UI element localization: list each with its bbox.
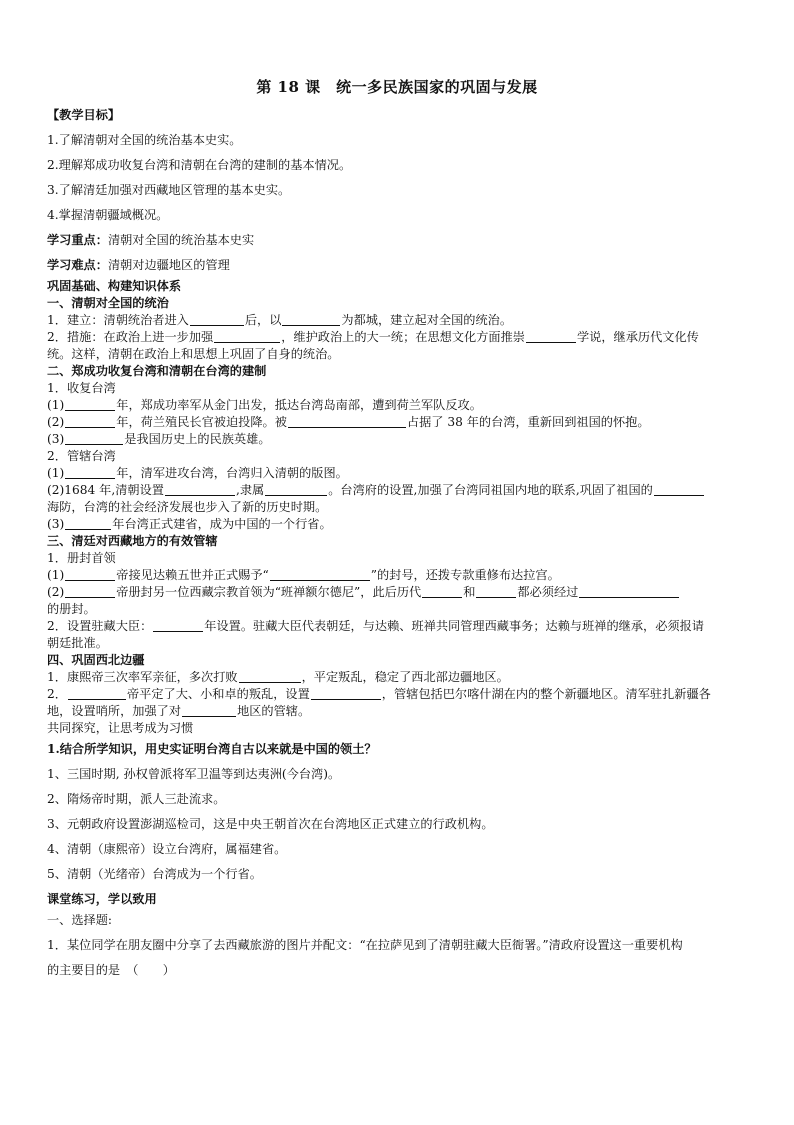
difficulty	[47, 257, 752, 274]
explore-answer-1: 1、三国时期, 孙权曾派将军卫温等到达夷洲(今台湾)。	[47, 767, 341, 781]
key-point-text: 清朝对全国的统治基本史实	[107, 233, 255, 247]
text: 2．设置驻藏大臣：	[47, 619, 153, 633]
section-2-heading: 二、郑成功收复台湾和清朝在台湾的建制	[47, 364, 267, 378]
key-point-label: 学习重点：	[47, 233, 108, 247]
text: 是我国历史上的民族英雄。	[124, 432, 271, 446]
text: ，平定叛乱，稳定了西北部边疆地区。	[301, 670, 509, 684]
fill-blank	[265, 482, 327, 496]
text: 年，荷兰殖民长官被迫投降。被	[116, 415, 287, 429]
objectives-heading: 【教学目标】	[47, 108, 121, 122]
text: 。台湾府的设置,加强了台湾同祖国内地的联系,巩固了祖国的	[328, 483, 653, 497]
text: 为都城，建立起对全国的统治。	[341, 313, 513, 327]
text: 帝接见达赖五世并正式赐予“	[116, 568, 269, 582]
objective-2: 2.理解郑成功收复台湾和清朝在台湾的建制的基本情况。	[47, 158, 352, 172]
text: (1)	[47, 568, 65, 582]
s2-recover-2	[47, 414, 752, 431]
explore-answer-4: 4、清朝（康熙帝）设立台湾府，属福建省。	[47, 842, 287, 856]
text: 2．	[47, 687, 67, 701]
s3-enfeoff-2-cont: 的册封。	[47, 602, 96, 616]
text: (3)	[47, 432, 65, 446]
s2-recover-1	[47, 397, 752, 414]
s3-sub-1: 1．册封首领	[47, 551, 116, 565]
practice-question-1: 1．某位同学在朋友圈中分享了去西藏旅游的图片并配文：“在拉萨见到了清朝驻藏大臣衙署。”清政府设置这一重要机构	[47, 938, 683, 952]
text: 年台湾正式建省，成为中国的一个行省。	[112, 517, 332, 531]
s2-recover-3	[47, 431, 752, 448]
s2-manage-2	[47, 482, 752, 499]
s4-item-2-cont	[47, 703, 752, 720]
s2-manage-2-cont: 海防，台湾的社会经济发展也步入了新的历史时期。	[47, 500, 328, 514]
text: (2)	[47, 415, 65, 429]
s1-item-1	[47, 312, 752, 329]
objective-1: 1.了解清朝对全国的统治基本史实。	[47, 133, 242, 147]
text: 1．康熙帝三次率军亲征，多次打败	[47, 670, 238, 684]
text: 帝册封另一位西藏宗教首领为“班禅额尔德尼”，此后历代	[116, 585, 422, 599]
lesson-title: 第 18 课 统一多民族国家的巩固与发展	[256, 78, 538, 96]
text: 年，清军进攻台湾，台湾归入清朝的版图。	[116, 466, 348, 480]
fill-blank	[65, 567, 115, 581]
fill-blank	[476, 584, 516, 598]
text: 占据了 38 年的台湾，重新回到祖国的怀抱。	[406, 415, 650, 429]
fill-blank	[68, 686, 126, 700]
foundation-heading: 巩固基础、构建知识体系	[47, 279, 182, 293]
fill-blank	[526, 329, 576, 343]
s3-minister	[47, 618, 752, 635]
text: (1)	[47, 466, 65, 480]
s3-enfeoff-1	[47, 567, 752, 584]
section-3-heading: 三、清廷对西藏地方的有效管辖	[47, 534, 218, 548]
text: 年设置。驻藏大臣代表朝廷，与达赖、班禅共同管理西藏事务；达赖与班禅的继承，必须报请	[204, 619, 704, 633]
text: 和	[463, 585, 476, 599]
fill-blank	[65, 414, 115, 428]
practice-heading: 课堂练习，学以致用	[47, 892, 157, 906]
text: 地区的管辖。	[237, 704, 311, 718]
text: 地，设置哨所，加强了对	[47, 704, 182, 718]
document-body	[47, 107, 752, 979]
fill-blank	[65, 397, 115, 411]
difficulty-text: 清朝对边疆地区的管理	[107, 258, 230, 272]
fill-blank	[282, 312, 340, 326]
s3-minister-cont: 朝廷批准。	[47, 636, 108, 650]
text: 学说，继承历代文化传	[576, 330, 699, 344]
practice-question-1-cont: 的主要目的是 （ ）	[47, 963, 175, 977]
text: 1．建立：清朝统治者进入	[47, 313, 189, 327]
fill-blank	[165, 482, 235, 496]
fill-blank	[190, 312, 244, 326]
explore-answer-3: 3、元朝政府设置澎湖巡检司，这是中央王朝首次在台湾地区正式建立的行政机构。	[47, 817, 494, 831]
fill-blank	[214, 329, 280, 343]
explore-intro: 共同探究，让思考成为习惯	[47, 721, 194, 735]
s2-sub-1: 1．收复台湾	[47, 381, 116, 395]
s2-sub-2: 2．管辖台湾	[47, 449, 116, 463]
section-1-heading: 一、清朝对全国的统治	[47, 296, 169, 310]
s1-item-2	[47, 329, 752, 346]
text: 年，郑成功率军从金门出发，抵达台湾岛南部，遭到荷兰军队反攻。	[116, 398, 482, 412]
s1-item-2-cont: 统。这样，清朝在政治上和思想上巩固了自身的统治。	[47, 347, 340, 361]
text: ，管辖包括巴尔喀什湖在内的整个新疆地区。清军驻扎新疆各	[381, 687, 711, 701]
fill-blank	[153, 618, 203, 632]
explore-question: 1.结合所学知识，用史实证明台湾自古以来就是中国的领土？	[47, 742, 377, 756]
objective-3: 3.了解清廷加强对西藏地区管理的基本史实。	[47, 183, 291, 197]
text: (2)	[47, 585, 65, 599]
key-point	[47, 232, 752, 249]
text: 都必须经过	[517, 585, 579, 599]
fill-blank	[65, 584, 115, 598]
s4-item-1	[47, 669, 752, 686]
fill-blank	[182, 703, 236, 717]
text: 2．措施：在政治上进一步加强	[47, 330, 214, 344]
section-4-heading: 四、巩固西北边疆	[47, 653, 145, 667]
difficulty-label: 学习难点：	[47, 258, 108, 272]
text: ,隶属	[235, 483, 265, 497]
fill-blank	[654, 482, 704, 496]
text: 后，以	[244, 313, 282, 327]
s4-item-2	[47, 686, 752, 703]
fill-blank	[65, 516, 111, 530]
explore-answer-2: 2、隋炀帝时期，派人三赴流求。	[47, 792, 226, 806]
fill-blank	[65, 431, 123, 445]
fill-blank	[288, 414, 406, 428]
fill-blank	[422, 584, 462, 598]
fill-blank	[270, 567, 370, 581]
text: (2)1684 年,清朝设置	[47, 483, 164, 497]
fill-blank	[239, 669, 301, 683]
text: 帝平定了大、小和卓的叛乱，设置	[126, 687, 310, 701]
s2-manage-3	[47, 516, 752, 533]
objective-4: 4.掌握清朝疆域概况。	[47, 208, 169, 222]
fill-blank	[311, 686, 381, 700]
s2-manage-1	[47, 465, 752, 482]
text: ，维护政治上的大一统；在思想文化方面推崇	[281, 330, 525, 344]
fill-blank	[65, 465, 115, 479]
text: (3)	[47, 517, 65, 531]
s3-enfeoff-2	[47, 584, 752, 601]
text: (1)	[47, 398, 65, 412]
fill-blank	[579, 584, 679, 598]
practice-sub: 一、选择题:	[47, 913, 113, 927]
explore-answer-5: 5、清朝（光绪帝）台湾成为一个行省。	[47, 867, 262, 881]
text: ”的封号，还拨专款重修布达拉宫。	[370, 568, 560, 582]
